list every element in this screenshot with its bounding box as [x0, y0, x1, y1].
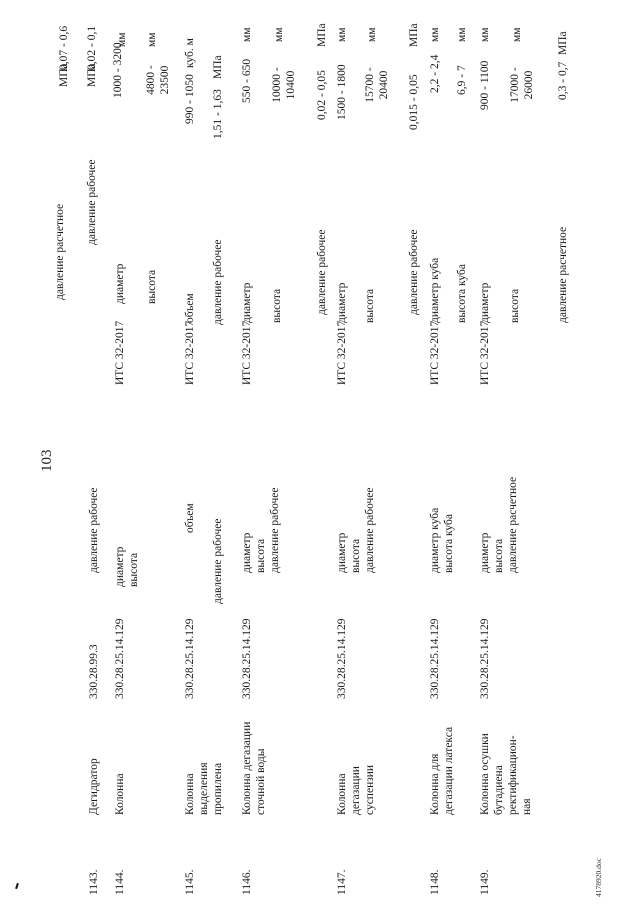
- standard-reference: ИТС 32-2017: [429, 320, 441, 385]
- parameter-label: высота куба: [443, 514, 455, 573]
- unit-label: МПа: [408, 23, 420, 47]
- unit-label: МПа: [86, 63, 98, 87]
- value-range: 0,02 - 0,05: [316, 70, 328, 120]
- characteristic-label: диаметр куба: [429, 257, 441, 323]
- parameter-label: высота: [350, 538, 362, 573]
- value-range: 1,51 - 1,63: [212, 89, 224, 139]
- parameter-label: давление расчетное: [507, 476, 519, 573]
- parameter-label: диаметр: [336, 532, 348, 573]
- parameter-label: диаметр: [479, 532, 491, 573]
- standard-reference: ИТС 32-2017: [241, 320, 253, 385]
- okpd-code: 330.28.25.14.129: [336, 618, 348, 699]
- parameter-label: высота: [255, 538, 267, 573]
- characteristic-label: высота: [364, 288, 376, 323]
- okpd-code: 330.28.25.14.129: [184, 618, 196, 699]
- parameter-label: давление рабочее: [88, 487, 100, 573]
- standard-reference: ИТС 32-2017: [184, 320, 196, 385]
- row-number: 1149.: [479, 869, 491, 895]
- characteristic-label: давление рабочее: [212, 239, 224, 325]
- row-number: 1144.: [114, 869, 126, 895]
- characteristic-label: давление расчетное: [54, 203, 66, 300]
- characteristic-label: высота: [509, 288, 521, 323]
- row-number: 1143.: [88, 869, 100, 895]
- value-range: 0,02 - 0,1: [86, 25, 98, 70]
- equipment-name: Дегидратор: [88, 758, 100, 815]
- value-range: 2,2 - 2,4: [429, 54, 441, 93]
- unit-label: мм: [116, 32, 128, 47]
- equipment-name: Колонна для дегазации латекса: [429, 726, 455, 815]
- unit-label: мм: [429, 27, 441, 42]
- characteristic-label: диаметр: [479, 282, 491, 323]
- row-number: 1148.: [429, 869, 441, 895]
- unit-label: мм: [146, 32, 158, 47]
- standard-reference: ИТС 32-2017: [336, 320, 348, 385]
- unit-label: мм: [456, 27, 468, 42]
- characteristic-label: давление рабочее: [408, 229, 420, 315]
- equipment-name: Колонна дегазации сточной воды: [241, 721, 267, 815]
- characteristic-label: диаметр: [336, 282, 348, 323]
- characteristic-label: давление рабочее: [316, 229, 328, 315]
- value-range: 10000 - 10400: [271, 67, 297, 103]
- value-range: 17000 - 26000: [509, 67, 535, 103]
- parameter-label: диаметр: [114, 546, 126, 587]
- equipment-name: Колонна: [114, 773, 126, 815]
- okpd-code: 330.28.25.14.129: [479, 618, 491, 699]
- okpd-code: 330.28.25.14.129: [241, 618, 253, 699]
- okpd-code: 330.28.25.14.129: [429, 618, 441, 699]
- unit-label: мм: [336, 27, 348, 42]
- value-range: 900 - 1100: [479, 60, 491, 110]
- unit-label: МПа: [316, 23, 328, 47]
- equipment-name: Колонна выделения пропилена: [184, 762, 224, 815]
- characteristic-label: диаметр: [114, 263, 126, 304]
- parameter-label: высота: [128, 552, 140, 587]
- characteristic-label: объем: [184, 293, 196, 323]
- value-range: 550 - 650: [241, 58, 253, 103]
- parameter-label: давление рабочее: [269, 487, 281, 573]
- unit-label: куб. м: [184, 38, 196, 68]
- characteristic-label: высота: [271, 288, 283, 323]
- row-number: 1147.: [336, 869, 348, 895]
- standard-reference: ИТС 32-2017: [114, 320, 126, 385]
- equipment-name: Колонна дегазации суспензии: [336, 764, 376, 815]
- value-range: 1000 - 3200: [112, 42, 124, 98]
- unit-label: мм: [479, 27, 491, 42]
- value-range: 15700 - 20400: [364, 67, 390, 103]
- parameter-label: объем: [184, 503, 196, 533]
- characteristic-label: высота куба: [456, 264, 468, 323]
- value-range: 4800 - 23500: [145, 65, 171, 95]
- standard-reference: ИТС 32-2017: [479, 320, 491, 385]
- parameter-label: высота: [493, 538, 505, 573]
- value-range: 1500 - 1800: [336, 64, 348, 120]
- unit-label: мм: [511, 27, 523, 42]
- okpd-code: 330.28.25.14.129: [114, 618, 126, 699]
- row-number: 1146.: [241, 869, 253, 895]
- characteristic-label: диаметр: [241, 282, 253, 323]
- row-number: 1145.: [184, 869, 196, 895]
- unit-label: МПа: [557, 31, 569, 55]
- characteristic-label: давление расчетное: [557, 226, 569, 323]
- characteristic-label: давление рабочее: [86, 159, 98, 245]
- unit-label: мм: [241, 27, 253, 42]
- unit-label: МПа: [58, 63, 70, 87]
- okpd-code: 330.28.99.3: [88, 644, 100, 699]
- file-name-footer: 4178920.doc: [594, 858, 603, 897]
- page-number: 103: [39, 449, 55, 472]
- value-range: 0,3 - 0,7: [557, 61, 569, 100]
- characteristic-label: высота: [146, 269, 158, 304]
- value-range: 990 - 1050: [184, 74, 196, 124]
- equipment-name: Колонна осушки бутадиена ректификацион-ная: [479, 733, 533, 815]
- parameter-label: диаметр: [241, 532, 253, 573]
- value-range: 0,07 - 0,6: [58, 25, 70, 70]
- parameter-label: давление рабочее: [364, 487, 376, 573]
- parameter-label: диаметр куба: [429, 507, 441, 573]
- unit-label: мм: [273, 27, 285, 42]
- unit-label: мм: [366, 27, 378, 42]
- unit-label: МПа: [212, 55, 224, 79]
- value-range: 6,9 - 7: [456, 65, 468, 95]
- parameter-label: давление рабочее: [212, 518, 224, 604]
- value-range: 0,015 - 0,05: [408, 74, 420, 130]
